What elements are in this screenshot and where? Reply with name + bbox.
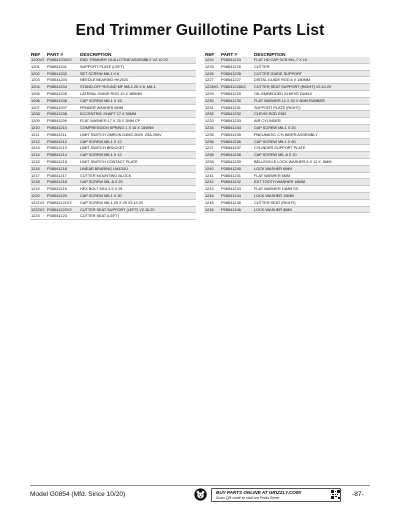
- part-number-cell: P08541232: [220, 111, 253, 118]
- ref-cell: 1236: [204, 138, 220, 145]
- part-number-cell: P08541208: [46, 111, 79, 118]
- ref-cell: 1231: [204, 104, 220, 111]
- ref-cell: 1230: [204, 97, 220, 104]
- ref-cell: 1211: [30, 131, 46, 138]
- ref-cell: 1205: [30, 90, 46, 97]
- ref-cell: 1218: [30, 179, 46, 186]
- ref-cell: 1227: [204, 77, 220, 84]
- ref-cell: 1201: [30, 63, 46, 70]
- table-row: [204, 192, 370, 199]
- table-row: [30, 192, 196, 199]
- ref-cell: 1224: [204, 57, 220, 63]
- description-cell: LOCK WASHER 10MM: [253, 192, 370, 199]
- parts-table-left: [30, 50, 196, 220]
- part-number-cell: P08541245: [220, 199, 253, 206]
- ref-cell: 1226: [204, 70, 220, 77]
- description-cell: DISTAL GUIDE ROD 8 X 180MM: [253, 77, 370, 84]
- table-row: [204, 172, 370, 179]
- table-row: [204, 158, 370, 165]
- part-number-cell: P08541201: [46, 63, 79, 70]
- description-cell: FLAT WASHER 13MM SS: [253, 186, 370, 193]
- ref-cell: 1228V2: [205, 84, 219, 90]
- ref-cell: 1216: [30, 165, 46, 172]
- ref-cell: 1206: [30, 97, 46, 104]
- description-cell: CAP SCREW M5-.8 X 20: [79, 179, 196, 186]
- part-number-cell: P08541206: [46, 97, 79, 104]
- part-number-cell: P08541218: [46, 179, 79, 186]
- header-ref: REF: [31, 52, 41, 57]
- part-number-cell: P08541221V2: [46, 199, 79, 206]
- table-row: [204, 179, 370, 186]
- ref-cell: 1245: [204, 199, 220, 206]
- parts-table-right-body: [204, 57, 370, 213]
- part-number-cell: P08541230: [220, 97, 253, 104]
- ref-cell: 1241: [204, 172, 220, 179]
- header-part: PART #: [221, 52, 237, 57]
- table-row: [30, 152, 196, 159]
- ref-cell: 1208: [30, 111, 46, 118]
- table-row: [30, 131, 196, 138]
- parts-table-right: [204, 50, 370, 213]
- part-number-cell: P08541239: [220, 158, 253, 165]
- ref-cell: 1229: [204, 90, 220, 97]
- description-cell: CAP SCREW M6-1 X 12: [79, 138, 196, 145]
- description-cell: CUTTER MOUNTING BLOCK: [79, 172, 196, 179]
- part-number-cell: P08541231: [220, 104, 253, 111]
- ref-cell: 1217: [30, 172, 46, 179]
- description-cell: SUPPORT PLATE (RIGHT): [253, 104, 370, 111]
- description-cell: LINEAR BEARING LM12UU: [79, 165, 196, 172]
- table-row: [204, 124, 370, 131]
- part-number-cell: P08541213: [46, 145, 79, 152]
- part-number-cell: P08541214: [46, 152, 79, 159]
- table-row: [204, 145, 370, 152]
- header-part: PART #: [47, 52, 63, 57]
- part-number-cell: P08541227: [220, 77, 253, 84]
- ref-cell: 1246: [204, 206, 220, 213]
- description-cell: EXT TOOTH WASHER 16MM: [253, 179, 370, 186]
- banner-headline: BUY PARTS ONLINE AT GRIZZLY.COM!: [216, 490, 302, 495]
- part-number-cell: P08541215: [46, 158, 79, 165]
- page-number: -87-: [352, 491, 364, 498]
- qr-code-icon[interactable]: [331, 490, 340, 499]
- description-cell: CAP SCREW M6-1 X 60: [253, 138, 370, 145]
- ref-cell: 1233: [204, 118, 220, 125]
- part-number-cell: P08541236: [220, 138, 253, 145]
- ref-cell: 1243: [204, 186, 220, 193]
- ref-cell: 1242: [204, 179, 220, 186]
- ref-cell: 1214: [30, 152, 46, 159]
- description-cell: CAP SCREW M6-1 X 30: [79, 192, 196, 199]
- table-row: [30, 90, 196, 97]
- table-header-row: [30, 50, 196, 57]
- ref-cell: 1220: [30, 192, 46, 199]
- description-cell: BELLEVILLE LOCK WASHER 5 X 12 X .6MM: [253, 158, 370, 165]
- table-row: [204, 131, 370, 138]
- part-number-cell: P08541224: [220, 57, 253, 63]
- table-header-row: [204, 50, 370, 57]
- ref-cell: 1212: [30, 138, 46, 145]
- table-row: [30, 63, 196, 70]
- table-row: [204, 186, 370, 193]
- ref-cell: 1210: [30, 124, 46, 131]
- table-row: [204, 104, 370, 111]
- ref-cell: 1238: [204, 152, 220, 159]
- buy-parts-banner[interactable]: [211, 488, 341, 502]
- table-row: [30, 124, 196, 131]
- description-cell: COMPRESSION SPRING 1 X 16 X 150MM: [79, 124, 196, 131]
- description-cell: CAP SCREW M8-1.25 X 25 V2.10.20: [79, 199, 196, 206]
- ref-cell: 1204: [30, 84, 46, 91]
- ref-cell: 1244: [204, 192, 220, 199]
- table-row: [30, 213, 196, 220]
- header-description: DESCRIPTION: [80, 52, 112, 57]
- part-number-cell: P08541238: [220, 152, 253, 159]
- description-cell: NEEDLE BEARING HK2020: [79, 77, 196, 84]
- description-cell: AIR CYLINDER: [253, 118, 370, 125]
- table-row: [204, 152, 370, 159]
- description-cell: SET SCREW M6-1 X 6: [79, 70, 196, 77]
- table-row: [30, 104, 196, 111]
- ref-cell: 1222V2: [31, 206, 45, 212]
- part-number-cell: P08541222V2: [46, 206, 79, 213]
- page-title: End Trimmer Guillotine Parts List: [75, 22, 325, 39]
- table-row: [30, 77, 196, 84]
- table-row: [204, 165, 370, 172]
- table-row: [204, 90, 370, 97]
- ref-cell: 1225: [204, 63, 220, 70]
- description-cell: FLAT WASHER 12 X 30 X 6MM RUBBER: [253, 97, 370, 104]
- description-cell: STAND-OFF ROUND MF M8-1.25 X 8, M6-1: [79, 84, 196, 91]
- description-cell: CAP SCREW M6-1 X 20: [253, 124, 370, 131]
- part-number-cell: P08541210: [46, 124, 79, 131]
- table-row: [204, 77, 370, 84]
- table-row: [30, 186, 196, 193]
- header-description: DESCRIPTION: [254, 52, 286, 57]
- part-number-cell: P08541211: [46, 131, 79, 138]
- ref-cell: 1221V2: [31, 199, 45, 205]
- description-cell: FLAT HD CAP SCR M4-.7 X 10: [253, 57, 370, 63]
- table-row: [30, 199, 196, 206]
- description-cell: CAP SCREW M6-1 X 12: [79, 152, 196, 159]
- description-cell: LATERAL GUIDE ROD 12 X 185MM: [79, 90, 196, 97]
- table-row: [204, 118, 370, 125]
- part-number-cell: P08541242: [220, 179, 253, 186]
- part-number-cell: P08541246: [220, 206, 253, 213]
- description-cell: LIMIT SWITCH CONTACT PLATE: [79, 158, 196, 165]
- banner-subtext: Scan QR code to visit our Parts Store.: [216, 496, 281, 500]
- part-number-cell: P08541217: [46, 172, 79, 179]
- description-cell: SUPPORT PLATE (LEFT): [79, 63, 196, 70]
- part-number-cell: P08541234: [220, 124, 253, 131]
- footer-model-text: Model G0854 (Mfd. Since 10/20): [30, 491, 126, 498]
- part-number-cell: P08541207: [46, 104, 79, 111]
- part-number-cell: P08541205: [46, 90, 79, 97]
- ref-cell: 1237: [204, 145, 220, 152]
- description-cell: CAP SCREW M5-.8 X 20: [253, 152, 370, 159]
- part-number-cell: P08541241: [220, 172, 253, 179]
- description-cell: FENDER WASHER 6MM: [79, 104, 196, 111]
- ref-cell: 1223: [30, 213, 46, 220]
- table-row: [204, 199, 370, 206]
- ref-cell: 1232: [204, 111, 220, 118]
- part-number-cell: P08541240: [220, 165, 253, 172]
- ref-cell: 1215: [30, 158, 46, 165]
- part-number-cell: P08541235: [220, 131, 253, 138]
- table-row: [204, 97, 370, 104]
- description-cell: LOCK WASHER 8MM: [253, 206, 370, 213]
- part-number-cell: P08541219: [46, 186, 79, 193]
- grizzly-bear-logo-icon: [194, 488, 207, 501]
- description-cell: FLAT WASHER 6MM: [253, 172, 370, 179]
- ref-cell: 1239: [204, 158, 220, 165]
- table-row: [30, 70, 196, 77]
- ref-cell: 1213: [30, 145, 46, 152]
- description-cell: CUTTER GUIDE SUPPORT: [253, 70, 370, 77]
- table-row: [30, 145, 196, 152]
- part-number-cell: P08541212: [46, 138, 79, 145]
- ref-cell: 1240: [204, 165, 220, 172]
- ref-cell: 1209: [30, 118, 46, 125]
- ref-cell: 1200V2: [31, 57, 45, 62]
- ref-cell: 1219: [30, 186, 46, 193]
- part-number-cell: P08541229: [220, 90, 253, 97]
- part-number-cell: P08541202: [46, 70, 79, 77]
- part-number-cell: P08541228V2: [220, 84, 253, 91]
- part-number-cell: P08541220: [46, 192, 79, 199]
- part-number-cell: P08541223: [46, 213, 79, 220]
- description-cell: CUTTER SEAT SUPPORT (LEFT) V2.10.20: [79, 206, 196, 213]
- description-cell: OIL-EMBEDDED SLEEVE DU810: [253, 90, 370, 97]
- ref-cell: 1203: [30, 77, 46, 84]
- header-ref: REF: [205, 52, 215, 57]
- description-cell: CUTTER SEAT (LEFT): [79, 213, 196, 220]
- description-cell: CYLINDER SUPPORT PLATE: [253, 145, 370, 152]
- description-cell: LIMIT SWITCH BRACKET: [79, 145, 196, 152]
- table-row: [204, 70, 370, 77]
- table-row: [30, 111, 196, 118]
- part-number-cell: P08541204: [46, 84, 79, 91]
- table-row: [30, 179, 196, 186]
- table-row: [30, 172, 196, 179]
- description-cell: ECCENTRIC SHAFT 17 X 30MM: [79, 111, 196, 118]
- footer-divider: [30, 485, 370, 486]
- table-row: [204, 111, 370, 118]
- table-row: [204, 138, 370, 145]
- part-number-cell: P08541237: [220, 145, 253, 152]
- description-cell: CUTTER: [253, 63, 370, 70]
- description-cell: HEX BOLT M10-1.5 X 25: [79, 186, 196, 193]
- description-cell: CUTTER SEAT (RIGHT): [253, 199, 370, 206]
- table-row: [30, 118, 196, 125]
- part-number-cell: P08541209: [46, 118, 79, 125]
- table-row: [204, 206, 370, 213]
- description-cell: END TRIMMER GUILLOTINE ASSEMBLY V2.10.20: [79, 57, 196, 63]
- description-cell: LOCK WASHER 6MM: [253, 165, 370, 172]
- table-row: [30, 84, 196, 91]
- ref-cell: 1202: [30, 70, 46, 77]
- table-row: [204, 63, 370, 70]
- part-number-cell: P08541203: [46, 77, 79, 84]
- description-cell: CUTTER SEAT SUPPORT (RIGHT) V2.10.20: [253, 84, 370, 91]
- part-number-cell: P08541216: [46, 165, 79, 172]
- description-cell: CAP SCREW M6-1 X 16: [79, 97, 196, 104]
- table-row: [30, 165, 196, 172]
- description-cell: LIMIT SWITCH OMRON D4MC-5020 .25A 250V: [79, 131, 196, 138]
- part-number-cell: P08541243: [220, 186, 253, 193]
- table-row: [30, 97, 196, 104]
- parts-table-left-body: [30, 57, 196, 220]
- table-row: [30, 158, 196, 165]
- description-cell: FLAT WASHER 17 X 25 X 2MM CP: [79, 118, 196, 125]
- part-number-cell: P08541226: [220, 70, 253, 77]
- description-cell: CLEVIS ROD END: [253, 111, 370, 118]
- ref-cell: 1234: [204, 124, 220, 131]
- table-row: [30, 138, 196, 145]
- table-row: [204, 84, 370, 91]
- description-cell: PNEUMATIC CYLINDER ASSEMBLY: [253, 131, 370, 138]
- part-number-cell: P08541244: [220, 192, 253, 199]
- part-number-cell: P08541233: [220, 118, 253, 125]
- ref-cell: 1235: [204, 131, 220, 138]
- table-row: [30, 206, 196, 213]
- part-number-cell: P08541225: [220, 63, 253, 70]
- part-number-cell: P08541200V2: [46, 57, 79, 63]
- ref-cell: 1207: [30, 104, 46, 111]
